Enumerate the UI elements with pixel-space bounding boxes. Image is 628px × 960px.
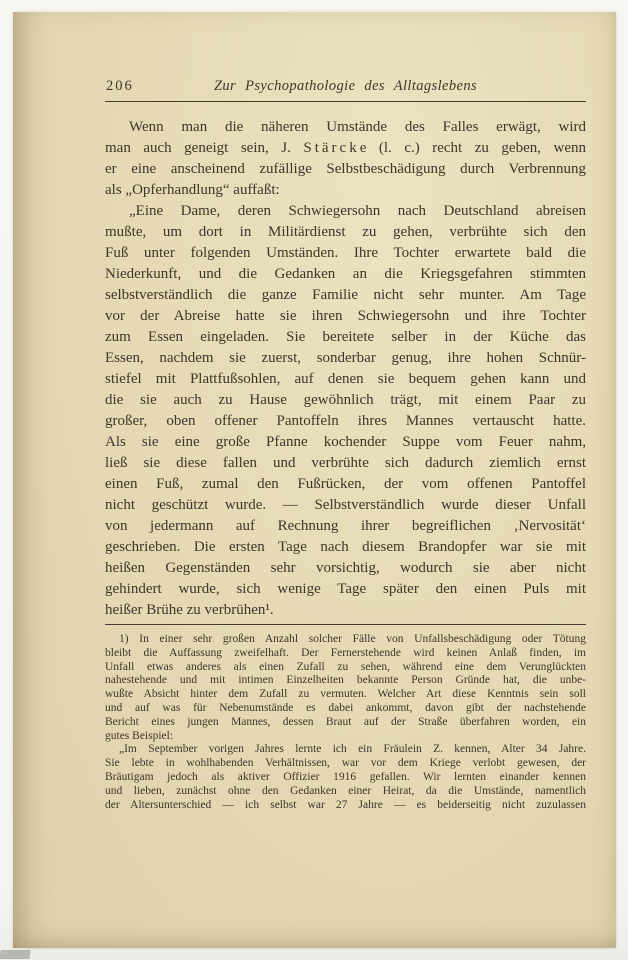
text-line: von jedermann auf Rechnung ihrer begreiflichen ‚Nervosität‘ [105,518,586,534]
footnote-line: Bräutigam jedoch als aktiver Offizier 1916 gefallen. Wir lernten einander kennen [105,770,586,783]
footnote-line: und lieben, zunächst ohne den Gedanken einer Heirat, da die Umstände, namentlich [105,784,586,797]
book-page [13,12,616,948]
text-line: Als sie eine große Pfanne kochender Suppe vom Feuer nahm, [105,434,586,450]
scan-edge-smudge [0,950,31,959]
footnote-line: gutes Beispiel: [105,729,174,742]
text-line: gehindert wurde, sich wenige Tage später den einen Puls mit [105,581,586,597]
footnote-rule [105,624,586,625]
text-line: Essen, nachdem sie zuerst, sonderbar genug, ihre hohen Schnür- [105,350,586,366]
footnote-line: Bericht eines jungen Mannes, dessen Braut auf der Straße überfahren worden, ein [105,715,586,728]
footnote-line: „Im September vorigen Jahres lernte ich ein Fräulein Z. kennen, Alter 34 Jahre. [119,743,586,756]
text-line: die sie auch zu Hause gewöhnlich trägt, mit einem Paar zu [105,392,586,408]
text-line: nicht geschützt wurde. — Selbstverständlich wurde dieser Unfall [105,497,586,513]
footnote-line: nahestehende und mit intimen Einzelheiten bekannte Person Gründe hat, die unbe- [105,674,586,687]
text-line: mußte, um dort in Militärdienst zu gehen, verbrühte sich den [105,224,586,240]
footnote-line: Sie lebte in wohlhabenden Verhältnissen, war vor dem Kriege verlobt gewesen, der [105,757,586,770]
page-content [105,78,586,812]
page-header [105,78,586,102]
text-line: großer, oben offener Pantoffeln ihres Mannes vertauscht hatte. [105,413,586,429]
text-line: Fuß unter folgenden Umständen. Ihre Tochter erwartete bald die [105,245,586,261]
text-line: selbstverständlich die ganze Familie nicht sehr munter. Am Tage [105,287,586,303]
footnote-line: und auf was für Nebenumstände es dabei ankommt, davon gibt der nachstehende [105,701,586,714]
text-line: stiefel mit Plattfußsohlen, auf denen sie bequem gehen kann und [105,371,586,387]
text-line: einen Fuß, zumal den Fußrücken, der vom offenen Pantoffel [105,476,586,492]
text-line: zum Essen eingeladen. Sie bereitete selber in der Küche das [105,329,586,345]
footnote-text [105,633,586,812]
text-line: Wenn man die näheren Umstände des Falles erwägt, wird [129,119,586,135]
footnote-line: Unfall etwas anderes als einen Zufall zu sehen, während eine dem Verunglückten [105,660,586,673]
footnote-line: der Altersunterschied — ich selbst war 27 Jahre — es beiderseitig nicht zuzulassen [105,798,586,811]
text-line: heißer Brühe zu verbrühen¹. [105,602,274,618]
footnote-line: bleibt die Auffassung zweifelhaft. Der Fernerstehende wird keinen Anlaß finden, im [105,646,586,659]
page-number: 206 [106,78,134,94]
text-line: er eine anscheinend zufällige Selbstbeschädigung durch Verbrennung [105,161,586,177]
text-line: „Eine Dame, deren Schwiegersohn nach Deutschland abreisen [129,203,586,219]
text-line: man auch geneigt sein, J. S t ä r c k e (l. c.) recht zu geben, wenn [105,140,586,156]
footnote-line: 1) In einer sehr großen Anzahl solcher Fälle von Unfallsbeschädigung oder Tötung [119,633,586,645]
text-line: heißen Gegenständen sehr vorsichtig, wodurch sie aber nicht [105,560,586,576]
text-line: geschrieben. Die ersten Tage nach diesem Brandopfer war sie mit [105,539,586,555]
text-line: ließ sie diese fallen und verbrühte sich dadurch ziemlich ernst [105,455,586,471]
footnote-line: wußte Absicht hinter dem Zufall zu vermuten. Welcher Art diese Kenntnis sein soll [105,688,586,701]
text-line: als „Opferhandlung“ auffaßt: [105,182,280,198]
text-line: vor der Abreise hatte sie ihren Schwiegersohn und ihre Tochter [105,308,586,324]
running-title: Zur Psychopathologie des Alltagslebens [213,78,478,94]
body-text [105,117,586,621]
text-line: Niederkunft, und die Gedanken an die Kriegsgefahren stimmten [105,266,586,282]
